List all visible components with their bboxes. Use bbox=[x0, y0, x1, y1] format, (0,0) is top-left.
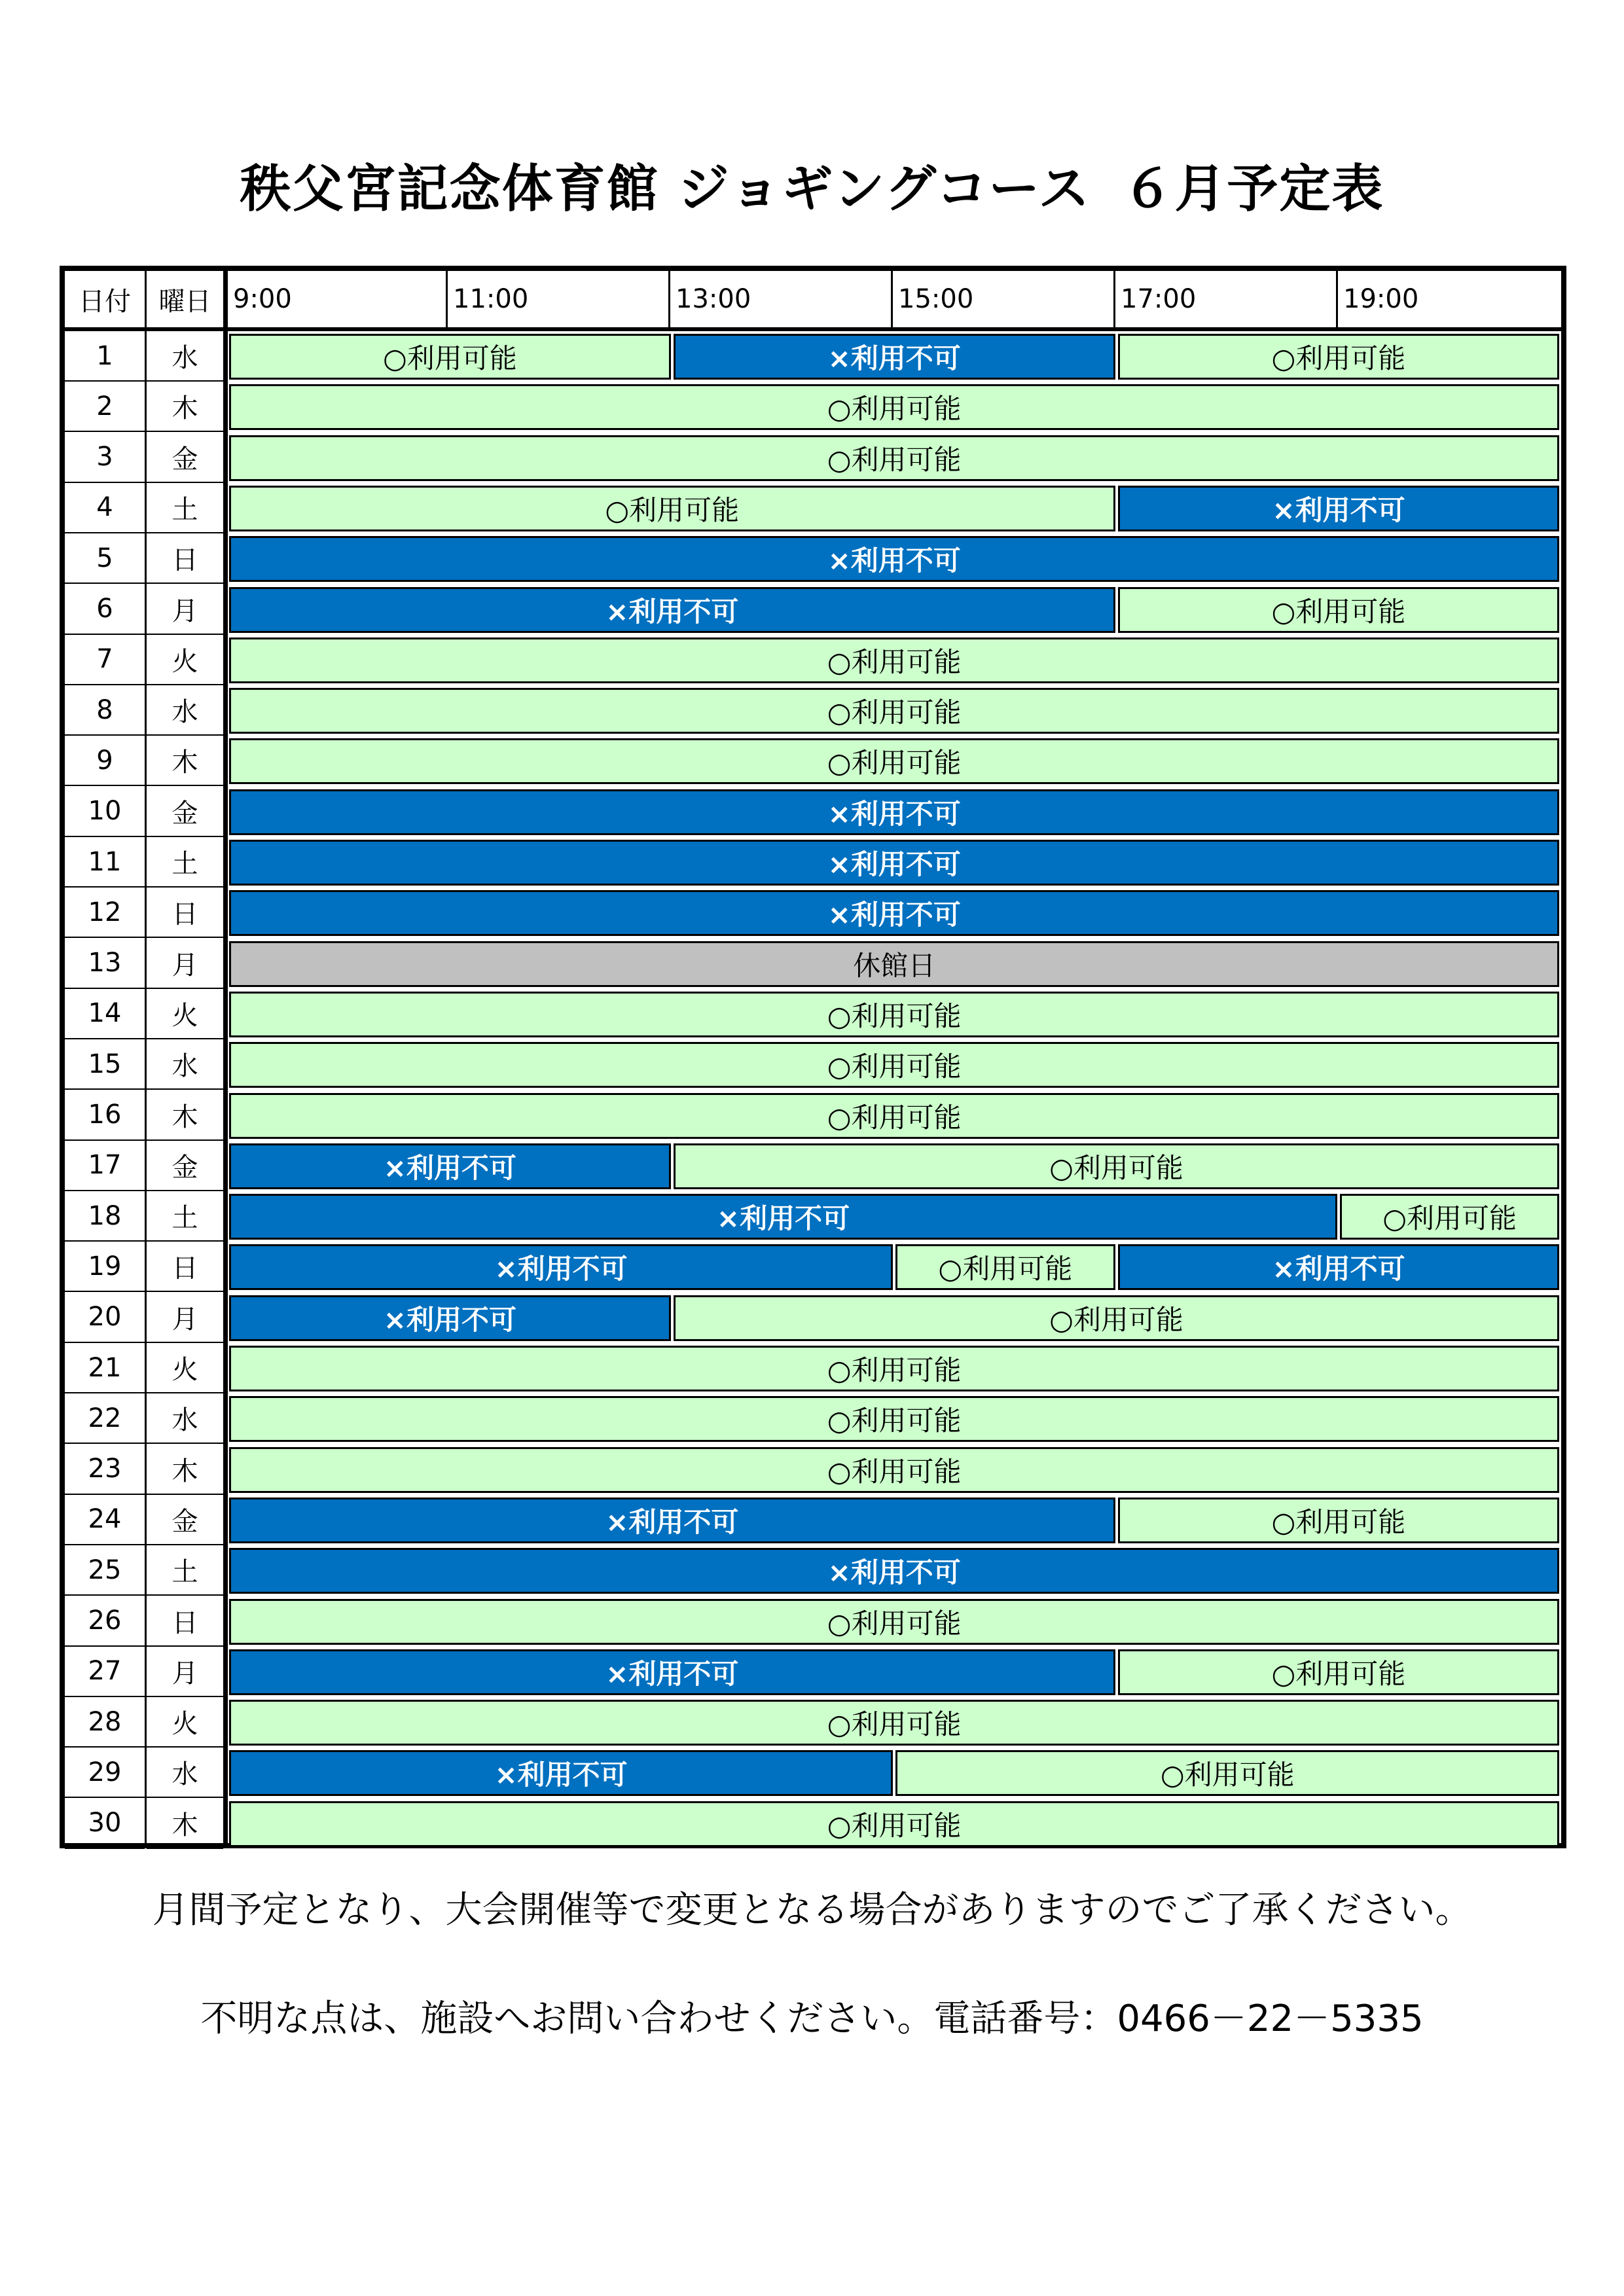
title-facility: 秩父宮記念体育館 ジョギングコース bbox=[240, 160, 1091, 219]
slot-available: ○利用可能 bbox=[229, 1093, 1559, 1139]
table-row bbox=[65, 1697, 1561, 1748]
slot-available: ○利用可能 bbox=[229, 738, 1559, 784]
table-row bbox=[65, 533, 1561, 584]
table-row bbox=[65, 635, 1561, 685]
table-row bbox=[65, 1799, 1561, 1849]
slot-available: ○利用可能 bbox=[229, 1447, 1559, 1493]
weekday-cell: 水 bbox=[147, 1039, 223, 1090]
table-row bbox=[65, 1647, 1561, 1697]
weekday-cell: 日 bbox=[147, 1596, 223, 1647]
date-cell: 15 bbox=[65, 1039, 145, 1090]
table-row bbox=[65, 989, 1561, 1039]
weekday-cell: 月 bbox=[147, 1293, 223, 1343]
date-cell: 4 bbox=[65, 483, 145, 533]
weekday-cell: 金 bbox=[147, 433, 223, 483]
slot-available: ○利用可能 bbox=[229, 1396, 1559, 1442]
weekday-cell: 月 bbox=[147, 939, 223, 989]
table-row bbox=[65, 1748, 1561, 1798]
slot-available: ○利用可能 bbox=[229, 334, 671, 380]
slot-closed: 休館日 bbox=[229, 941, 1559, 987]
slot-available: ○利用可能 bbox=[229, 435, 1559, 481]
slot-available: ○利用可能 bbox=[895, 1244, 1115, 1290]
slot-unavailable: ×利用不可 bbox=[229, 587, 1115, 633]
slot-available: ○利用可能 bbox=[229, 1700, 1559, 1746]
table-row bbox=[65, 1039, 1561, 1090]
slot-available: ○利用可能 bbox=[1118, 1498, 1560, 1543]
header-date: 日付 bbox=[79, 286, 131, 317]
date-cell: 26 bbox=[65, 1596, 145, 1647]
note-schedule bbox=[0, 1881, 1624, 1933]
table-row bbox=[65, 1495, 1561, 1545]
date-cell: 27 bbox=[65, 1647, 145, 1697]
slot-available: ○利用可能 bbox=[229, 688, 1559, 734]
weekday-cell: 土 bbox=[147, 1545, 223, 1596]
table-row bbox=[65, 1141, 1561, 1191]
date-cell: 28 bbox=[65, 1697, 145, 1748]
slot-unavailable: ×利用不可 bbox=[229, 1194, 1337, 1240]
slot-available: ○利用可能 bbox=[229, 486, 1115, 531]
table-row bbox=[65, 1343, 1561, 1393]
slot-available: ○利用可能 bbox=[229, 1599, 1559, 1645]
weekday-cell: 木 bbox=[147, 1799, 223, 1849]
slot-available: ○利用可能 bbox=[229, 1346, 1559, 1391]
slot-unavailable: ×利用不可 bbox=[229, 890, 1559, 936]
note-text: 月間予定となり、大会開催等で変更となる場合があります bbox=[152, 1889, 1106, 1931]
table-row bbox=[65, 1191, 1561, 1242]
table-row bbox=[65, 685, 1561, 736]
slot-unavailable: ×利用不可 bbox=[229, 1244, 893, 1290]
date-cell: 12 bbox=[65, 888, 145, 938]
date-cell: 5 bbox=[65, 533, 145, 584]
slot-unavailable: ×利用不可 bbox=[229, 1750, 893, 1796]
slot-available: ○利用可能 bbox=[229, 384, 1559, 430]
date-cell: 19 bbox=[65, 1242, 145, 1292]
table-row bbox=[65, 433, 1561, 483]
slot-unavailable: ×利用不可 bbox=[229, 1498, 1115, 1543]
weekday-cell: 木 bbox=[147, 1090, 223, 1141]
date-cell: 11 bbox=[65, 837, 145, 888]
date-cell: 22 bbox=[65, 1393, 145, 1444]
slot-unavailable: ×利用不可 bbox=[229, 536, 1559, 582]
slot-unavailable: ×利用不可 bbox=[229, 1143, 671, 1189]
weekday-cell: 火 bbox=[147, 635, 223, 685]
weekday-cell: 火 bbox=[147, 989, 223, 1039]
date-cell: 1 bbox=[65, 331, 145, 382]
weekday-cell: 金 bbox=[147, 1495, 223, 1545]
slot-available: ○利用可能 bbox=[1118, 587, 1560, 633]
weekday-cell: 火 bbox=[147, 1697, 223, 1748]
date-cell: 30 bbox=[65, 1799, 145, 1849]
note-text: のでご了承ください。 bbox=[1105, 1889, 1472, 1931]
weekday-cell: 水 bbox=[147, 1748, 223, 1798]
date-cell: 29 bbox=[65, 1748, 145, 1798]
header-weekday: 曜日 bbox=[145, 271, 223, 327]
slot-available: ○利用可能 bbox=[1340, 1194, 1559, 1240]
header-time: 13:00 bbox=[668, 271, 891, 327]
date-cell: 2 bbox=[65, 382, 145, 432]
slot-available: ○利用可能 bbox=[895, 1750, 1559, 1796]
table-row bbox=[65, 331, 1561, 382]
table-row bbox=[65, 837, 1561, 888]
weekday-cell: 土 bbox=[147, 1191, 223, 1242]
slot-available: ○利用可能 bbox=[674, 1295, 1560, 1341]
header-time: 9:00 bbox=[223, 271, 446, 327]
table-row bbox=[65, 1242, 1561, 1292]
schedule-table bbox=[60, 266, 1566, 1848]
weekday-cell: 水 bbox=[147, 685, 223, 736]
slot-available: ○利用可能 bbox=[229, 637, 1559, 683]
weekday-cell: 木 bbox=[147, 736, 223, 786]
slot-unavailable: ×利用不可 bbox=[1118, 486, 1560, 531]
date-cell: 3 bbox=[65, 433, 145, 483]
weekday-cell: 土 bbox=[147, 837, 223, 888]
header-time: 15:00 bbox=[891, 271, 1113, 327]
date-cell: 8 bbox=[65, 685, 145, 736]
table-row bbox=[65, 736, 1561, 786]
table-row bbox=[65, 1090, 1561, 1141]
table-row bbox=[65, 1293, 1561, 1343]
weekday-cell: 木 bbox=[147, 382, 223, 432]
table-row bbox=[65, 787, 1561, 837]
date-cell: 17 bbox=[65, 1141, 145, 1191]
weekday-cell: 日 bbox=[147, 888, 223, 938]
table-row bbox=[65, 939, 1561, 989]
table-header bbox=[65, 271, 1561, 331]
page-title bbox=[0, 148, 1624, 221]
slot-unavailable: ×利用不可 bbox=[229, 1295, 671, 1341]
weekday-cell: 水 bbox=[147, 1393, 223, 1444]
weekday-cell: 日 bbox=[147, 1242, 223, 1292]
title-month: ６月予定表 bbox=[1122, 160, 1384, 219]
table-row bbox=[65, 584, 1561, 635]
slot-available: ○利用可能 bbox=[1118, 1649, 1560, 1695]
date-cell: 7 bbox=[65, 635, 145, 685]
date-cell: 20 bbox=[65, 1293, 145, 1343]
header-time: 17:00 bbox=[1113, 271, 1336, 327]
weekday-cell: 水 bbox=[147, 331, 223, 382]
weekday-cell: 土 bbox=[147, 483, 223, 533]
table-row bbox=[65, 1444, 1561, 1495]
weekday-cell: 月 bbox=[147, 1647, 223, 1697]
date-cell: 18 bbox=[65, 1191, 145, 1242]
slot-available: ○利用可能 bbox=[1118, 334, 1560, 380]
table-row bbox=[65, 888, 1561, 938]
slot-available: ○利用可能 bbox=[229, 992, 1559, 1037]
weekday-cell: 日 bbox=[147, 533, 223, 584]
date-cell: 10 bbox=[65, 787, 145, 837]
header-time: 19:00 bbox=[1336, 271, 1561, 327]
slot-available: ○利用可能 bbox=[229, 1042, 1559, 1088]
table-row bbox=[65, 1596, 1561, 1647]
weekday-cell: 金 bbox=[147, 787, 223, 837]
slot-unavailable: ×利用不可 bbox=[1118, 1244, 1560, 1290]
table-row bbox=[65, 483, 1561, 533]
slot-unavailable: ×利用不可 bbox=[229, 1649, 1115, 1695]
date-cell: 9 bbox=[65, 736, 145, 786]
date-cell: 24 bbox=[65, 1495, 145, 1545]
weekday-cell: 火 bbox=[147, 1343, 223, 1393]
slot-unavailable: ×利用不可 bbox=[229, 840, 1559, 886]
weekday-cell: 月 bbox=[147, 584, 223, 635]
table-row bbox=[65, 382, 1561, 432]
slot-unavailable: ×利用不可 bbox=[229, 1548, 1559, 1594]
date-cell: 23 bbox=[65, 1444, 145, 1495]
weekday-cell: 木 bbox=[147, 1444, 223, 1495]
date-cell: 13 bbox=[65, 939, 145, 989]
date-cell: 25 bbox=[65, 1545, 145, 1596]
header-time: 11:00 bbox=[446, 271, 668, 327]
date-cell: 6 bbox=[65, 584, 145, 635]
slot-available: ○利用可能 bbox=[674, 1143, 1560, 1189]
table-row bbox=[65, 1393, 1561, 1444]
slot-unavailable: ×利用不可 bbox=[229, 789, 1559, 835]
table-row bbox=[65, 1545, 1561, 1596]
date-cell: 21 bbox=[65, 1343, 145, 1393]
weekday-cell: 金 bbox=[147, 1141, 223, 1191]
slot-unavailable: ×利用不可 bbox=[674, 334, 1115, 380]
slot-available: ○利用可能 bbox=[229, 1801, 1559, 1847]
date-cell: 14 bbox=[65, 989, 145, 1039]
note-contact: 不明な点は、施設へお問い合わせください。電話番号：0466－22－5335 bbox=[200, 1998, 1424, 2040]
date-cell: 16 bbox=[65, 1090, 145, 1141]
